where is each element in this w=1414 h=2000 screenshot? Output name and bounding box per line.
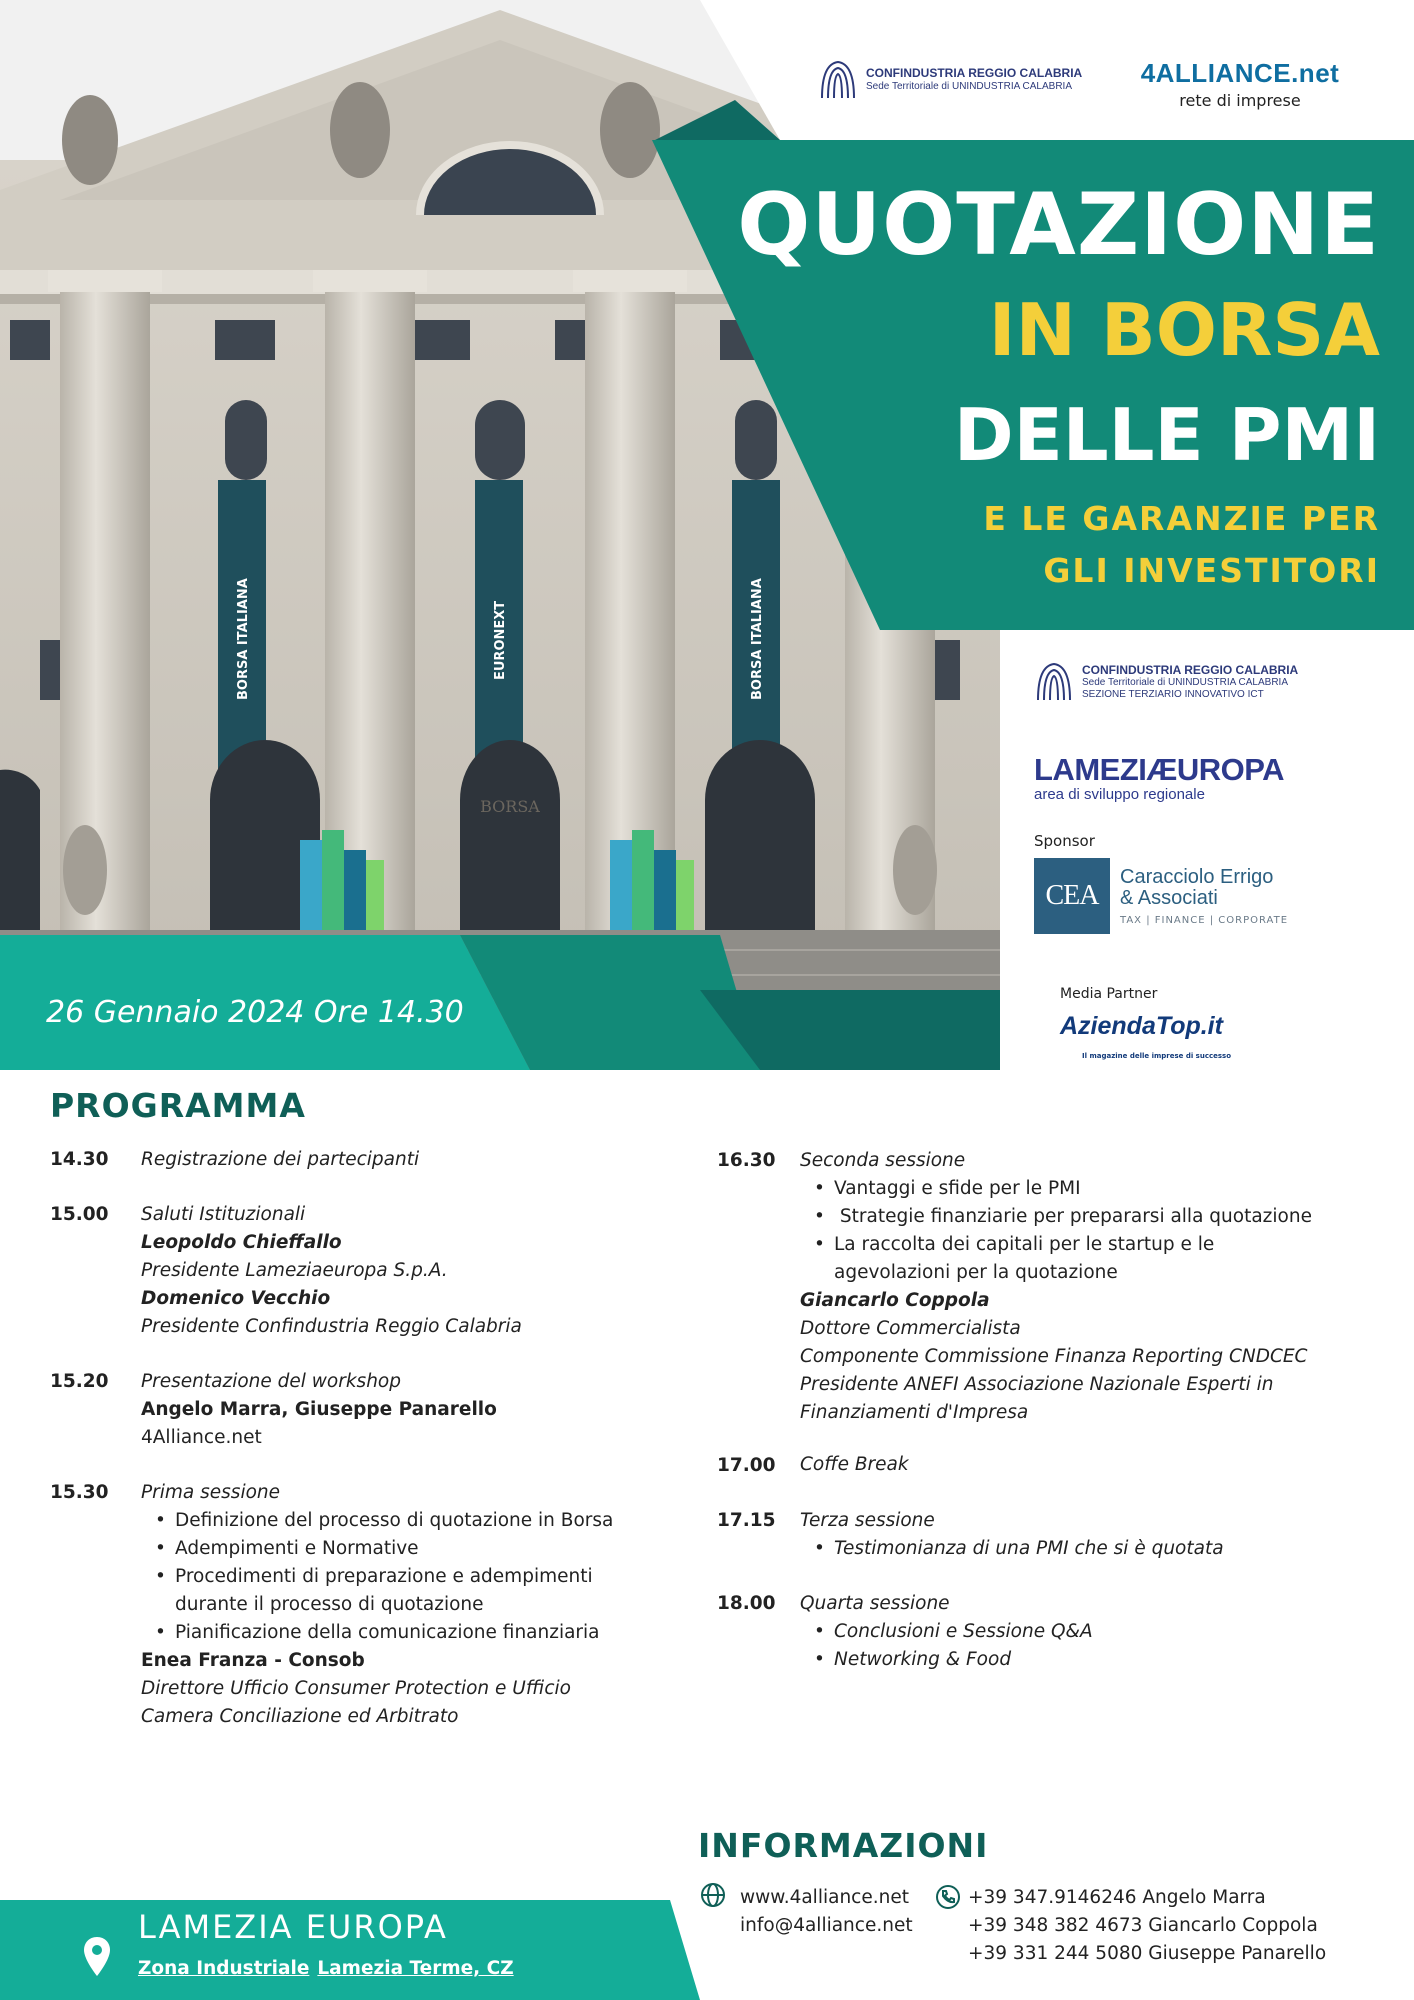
venue-address-1[interactable]: Zona Industriale	[138, 1958, 310, 1979]
time-1715: 17.15	[717, 1510, 776, 1531]
time-1520: 15.20	[50, 1371, 109, 1392]
time-1500: 15.00	[50, 1204, 109, 1225]
lamezia-tagline: area di sviluppo regionale	[1034, 786, 1205, 803]
globe-icon	[700, 1882, 726, 1908]
phone-coppola[interactable]: +39 348 382 4673 Giancarlo Coppola	[968, 1915, 1318, 1936]
location-pin-icon	[82, 1936, 112, 1978]
item-1630	[800, 1147, 1360, 1427]
bullet-1800-1: • Conclusioni e Sessione Q&A	[834, 1618, 1360, 1646]
banner-text-1: BORSA ITALIANA	[236, 578, 251, 700]
title-sub2: GLI INVESTITORI	[1043, 551, 1380, 590]
venue-address-2[interactable]: Lamezia Terme, CZ	[317, 1958, 514, 1979]
item-1700-title: Coffe Break	[800, 1454, 909, 1475]
confindustria-mark-icon	[818, 58, 858, 102]
info-phones	[968, 1884, 1326, 1968]
item-1800-title: Quarta sessione	[800, 1593, 950, 1614]
phone-marra[interactable]: +39 347.9146246 Angelo Marra	[968, 1887, 1266, 1908]
lameziaeuropa-logo	[1034, 752, 1284, 803]
bullet-1530-3: • Procedimenti di preparazione e adempimenti durante il processo di quotazione	[175, 1563, 645, 1619]
time-1530: 15.30	[50, 1482, 109, 1503]
cea-subtitle: TAX | FINANCE | CORPORATE	[1120, 914, 1289, 926]
speaker-vecchio: Domenico Vecchio	[141, 1288, 331, 1309]
alliance-tagline: rete di imprese	[1179, 91, 1301, 110]
item-1500-title: Saluti Istituzionali	[141, 1204, 306, 1225]
bullet-1530-1: • Definizione del processo di quotazione in Borsa	[175, 1507, 615, 1535]
confindustria-top-line1: CONFINDUSTRIA REGGIO CALABRIA	[866, 66, 1083, 81]
info-web[interactable]: www.4alliance.net	[740, 1887, 909, 1908]
media-partner-label: Media Partner	[1060, 986, 1158, 1002]
confindustria-partner-line3: SEZIONE TERZIARIO INNOVATIVO ICT	[1082, 688, 1264, 700]
phone-panarello[interactable]: +39 331 244 5080 Giuseppe Panarello	[968, 1943, 1327, 1964]
bullet-1530-2: • Adempimenti e Normative	[175, 1535, 641, 1563]
org-workshop: 4Alliance.net	[141, 1427, 262, 1448]
speaker-chieffallo: Leopoldo Chieffallo	[141, 1232, 342, 1253]
title-sub1: E LE GARANZIE PER	[983, 499, 1380, 538]
speakers-workshop: Angelo Marra, Giuseppe Panarello	[141, 1399, 497, 1420]
speaker-franza: Enea Franza - Consob	[141, 1650, 365, 1671]
venue-name: LAMEZIA EUROPA	[138, 1908, 448, 1946]
role-chieffallo: Presidente Lameziaeuropa S.p.A.	[141, 1260, 448, 1281]
programma-title: PROGRAMMA	[50, 1086, 306, 1125]
item-1630-title: Seconda sessione	[800, 1150, 966, 1171]
item-1530-title: Prima sessione	[141, 1482, 281, 1503]
time-1800: 18.00	[717, 1593, 776, 1614]
title-line3: DELLE PMI	[953, 393, 1380, 477]
cea-name-line1: Caracciolo Errigo	[1120, 865, 1274, 888]
bullet-1630-1: • Vantaggi e sfide per le PMI	[834, 1175, 1360, 1203]
role-coppola-1: Dottore Commercialista	[800, 1318, 1021, 1339]
aziendatop-logo: AziendaTop.it	[1060, 1012, 1223, 1040]
event-date: 26 Gennaio 2024 Ore 14.30	[46, 995, 464, 1030]
confindustria-logo-top	[818, 58, 1082, 102]
banner-text-3: BORSA ITALIANA	[750, 578, 765, 700]
title-line1: QUOTAZIONE	[737, 175, 1380, 275]
role-coppola-2: Componente Commissione Finanza Reporting CNDCEC	[800, 1346, 1308, 1367]
cea-name-line2: & Associati	[1120, 886, 1218, 909]
venue-address	[138, 1958, 522, 1979]
item-1430-title: Registrazione dei partecipanti	[141, 1149, 420, 1170]
bullet-1800-2: • Networking & Food	[834, 1646, 1360, 1674]
bullet-1630-3: • La raccolta dei capitali per le startup e le agevolazioni per la quotazione	[834, 1231, 1264, 1287]
role-coppola-3: Presidente ANEFI Associazione Nazionale Esperti in Finanziamenti d'Impresa	[800, 1374, 1274, 1423]
confindustria-mark-icon	[1034, 660, 1074, 704]
bullet-1715-1: • Testimonianza di una PMI che si è quotata	[834, 1535, 1360, 1563]
info-web-block	[740, 1884, 913, 1940]
item-1715-title: Terza sessione	[800, 1510, 935, 1531]
info-title: INFORMAZIONI	[698, 1826, 989, 1865]
bullet-1530-4: • Pianificazione della comunicazione finanziaria	[175, 1619, 675, 1647]
bullet-1630-2: • Strategie finanziarie per prepararsi alla quotazione	[834, 1203, 1360, 1231]
time-1430: 14.30	[50, 1149, 109, 1170]
sponsor-label: Sponsor	[1034, 832, 1095, 850]
item-1715	[800, 1507, 1360, 1563]
cea-mark: CEA	[1034, 858, 1110, 934]
item-1530	[141, 1479, 641, 1731]
aziendatop-tagline: Il magazine delle imprese di successo	[1082, 1052, 1232, 1060]
facade-text: BORSA	[480, 797, 540, 816]
lamezia-name: LAMEZIÆUROPA	[1034, 752, 1285, 787]
event-title	[737, 175, 1380, 597]
phone-icon	[935, 1884, 961, 1910]
speaker-coppola: Giancarlo Coppola	[800, 1290, 990, 1311]
title-line2: IN BORSA	[988, 288, 1380, 372]
item-1500	[141, 1201, 641, 1341]
time-1630: 16.30	[717, 1150, 776, 1171]
role-vecchio: Presidente Confindustria Reggio Calabria	[141, 1316, 522, 1337]
banner-text-2: EURONEXT	[493, 600, 508, 680]
item-1800	[800, 1590, 1360, 1674]
confindustria-partner-line1: CONFINDUSTRIA REGGIO CALABRIA	[1082, 662, 1299, 677]
alliance-logo	[1110, 58, 1370, 110]
cea-logo	[1034, 858, 1288, 934]
time-1700: 17.00	[717, 1455, 776, 1476]
confindustria-top-line2: Sede Territoriale di UNINDUSTRIA CALABRIA	[866, 81, 1072, 93]
confindustria-partner-line2: Sede Territoriale di UNINDUSTRIA CALABRIA	[1082, 677, 1288, 689]
item-1520	[141, 1368, 641, 1452]
info-email[interactable]: info@4alliance.net	[740, 1915, 913, 1936]
confindustria-logo-partner	[1034, 660, 1298, 704]
alliance-name: 4ALLIANCE.net	[1140, 58, 1340, 88]
item-1520-title: Presentazione del workshop	[141, 1371, 401, 1392]
role-franza: Direttore Ufficio Consumer Protection e Ufficio Camera Conciliazione ed Arbitrato	[141, 1678, 571, 1727]
